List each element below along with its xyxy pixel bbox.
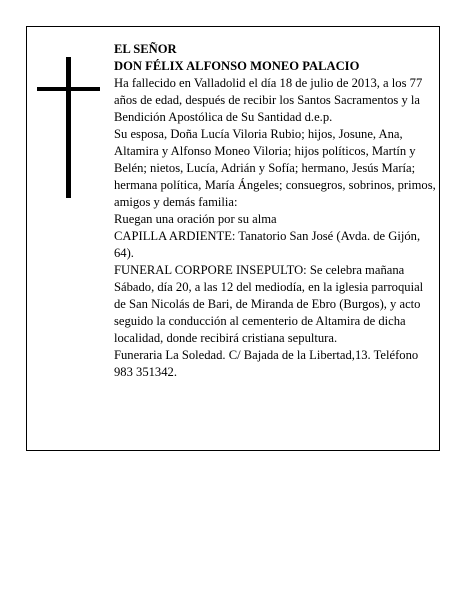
notice-text [114,41,436,381]
deceased-name: DON FÉLIX ALFONSO MONEO PALACIO [114,59,360,73]
funeral-info: FUNERAL CORPORE INSEPULTO: Se celebra mañana Sábado, día 20, a las 12 del mediodía, en la iglesia parroquial de San Nicolás de Bari, de Miranda de Ebro (Burgos), y acto seguido la conducción al cementerio de Altamira de dicha localidad, donde recibirá cristiana sepultura. [114,263,424,345]
funeral-home-info: Funeraria La Soledad. C/ Bajada de la Libertad,13. Teléfono 983 351342. [114,348,419,379]
death-announcement: Ha fallecido en Valladolid el día 18 de julio de 2013, a los 77 años de edad, después de recibir los Santos Sacramentos y la Bendición Apostólica de Su Santidad d.e.p. [114,76,423,124]
prayer-request: Ruegan una oración por su alma [114,212,277,226]
family-list: Su esposa, Doña Lucía Viloria Rubio; hijos, Josune, Ana, Altamira y Alfonso Moneo Viloria; hijos políticos, Martín y Belén; nietos, Lucía, Adrián y Sofía; hermano, Jesús María; hermana política, María Ángeles; consuegros, sobrinos, primos, amigos y demás familia: [114,127,436,209]
cross-horizontal-bar [37,87,100,91]
obituary-notice [26,26,440,451]
chapel-info: CAPILLA ARDIENTE: Tanatorio San José (Avda. de Gijón, 64). [114,229,421,260]
notice-heading: EL SEÑOR [114,42,177,56]
cross-vertical-bar [66,57,71,198]
